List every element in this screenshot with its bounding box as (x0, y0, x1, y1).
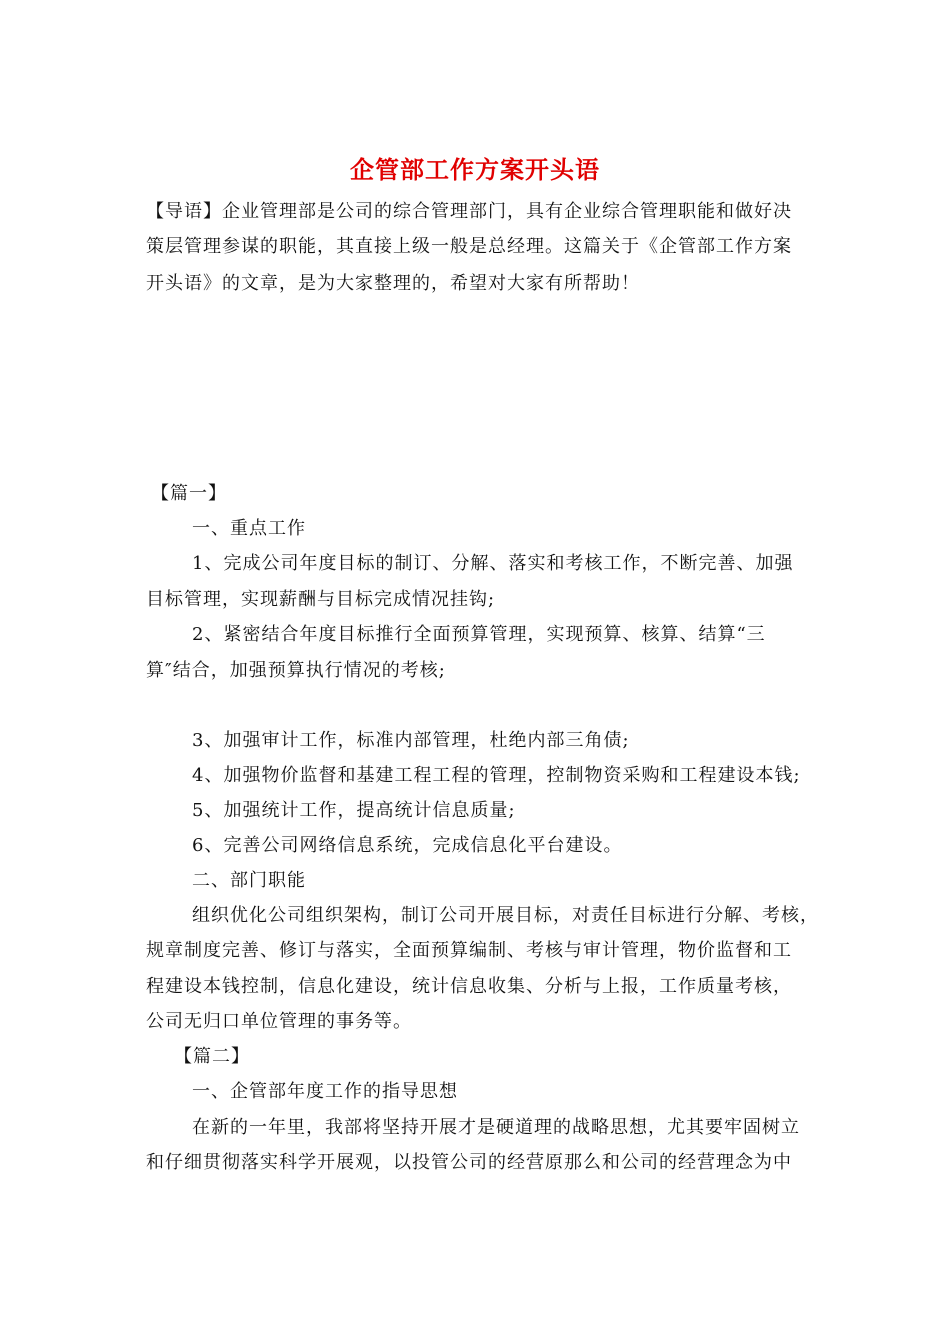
part1-item5: 5、加强统计工作，提高统计信息质量; (192, 800, 516, 821)
intro-line-1: 【导语】企业管理部是公司的综合管理部门，具有企业综合管理职能和做好决 (146, 201, 792, 222)
part1-section1-heading: 一、重点工作 (192, 518, 306, 539)
part2-para-line2: 和仔细贯彻落实科学开展观，以投管公司的经营原那么和公司的经营理念为中 (146, 1152, 792, 1173)
part1-duties-line1: 组织优化公司组织架构，制订公司开展目标，对责任目标进行分解、考核， (192, 905, 819, 926)
part1-item2-line2: 算″结合，加强预算执行情况的考核; (146, 660, 446, 681)
part1-item1-line2: 目标管理，实现薪酬与目标完成情况挂钩; (146, 589, 496, 610)
intro-line-3: 开头语》的文章，是为大家整理的，希望对大家有所帮助！ (146, 273, 640, 294)
part2-heading: 【篇二】 (174, 1046, 250, 1067)
part1-item6: 6、完善公司网络信息系统，完成信息化平台建设。 (192, 835, 623, 856)
part2-section1-heading: 一、企管部年度工作的指导思想 (192, 1081, 458, 1102)
part1-duties-line4: 公司无归口单位管理的事务等。 (146, 1011, 412, 1032)
part1-item2-line1: 2、紧密结合年度目标推行全面预算管理，实现预算、核算、结算“三 (192, 624, 766, 645)
part2-para-line1: 在新的一年里，我部将坚持开展才是硬道理的战略思想，尤其要牢固树立 (192, 1117, 800, 1138)
part1-duties-line2: 规章制度完善、修订与落实，全面预算编制、考核与审计管理，物价监督和工 (146, 940, 792, 961)
part1-duties-line3: 程建设本钱控制，信息化建设，统计信息收集、分析与上报，工作质量考核， (146, 976, 792, 997)
document-title: 企管部工作方案开头语 (350, 155, 600, 184)
part1-item4: 4、加强物价监督和基建工程工程的管理，控制物资采购和工程建设本钱; (192, 765, 801, 786)
intro-line-2: 策层管理参谋的职能，其直接上级一般是总经理。这篇关于《企管部工作方案 (146, 236, 792, 257)
part1-heading: 【篇一】 (151, 483, 227, 504)
part1-item1-line1: 1、完成公司年度目标的制订、分解、落实和考核工作，不断完善、加强 (192, 553, 794, 574)
part1-section2-heading: 二、部门职能 (192, 870, 306, 891)
part1-item3: 3、加强审计工作，标准内部管理，杜绝内部三角债; (192, 730, 630, 751)
